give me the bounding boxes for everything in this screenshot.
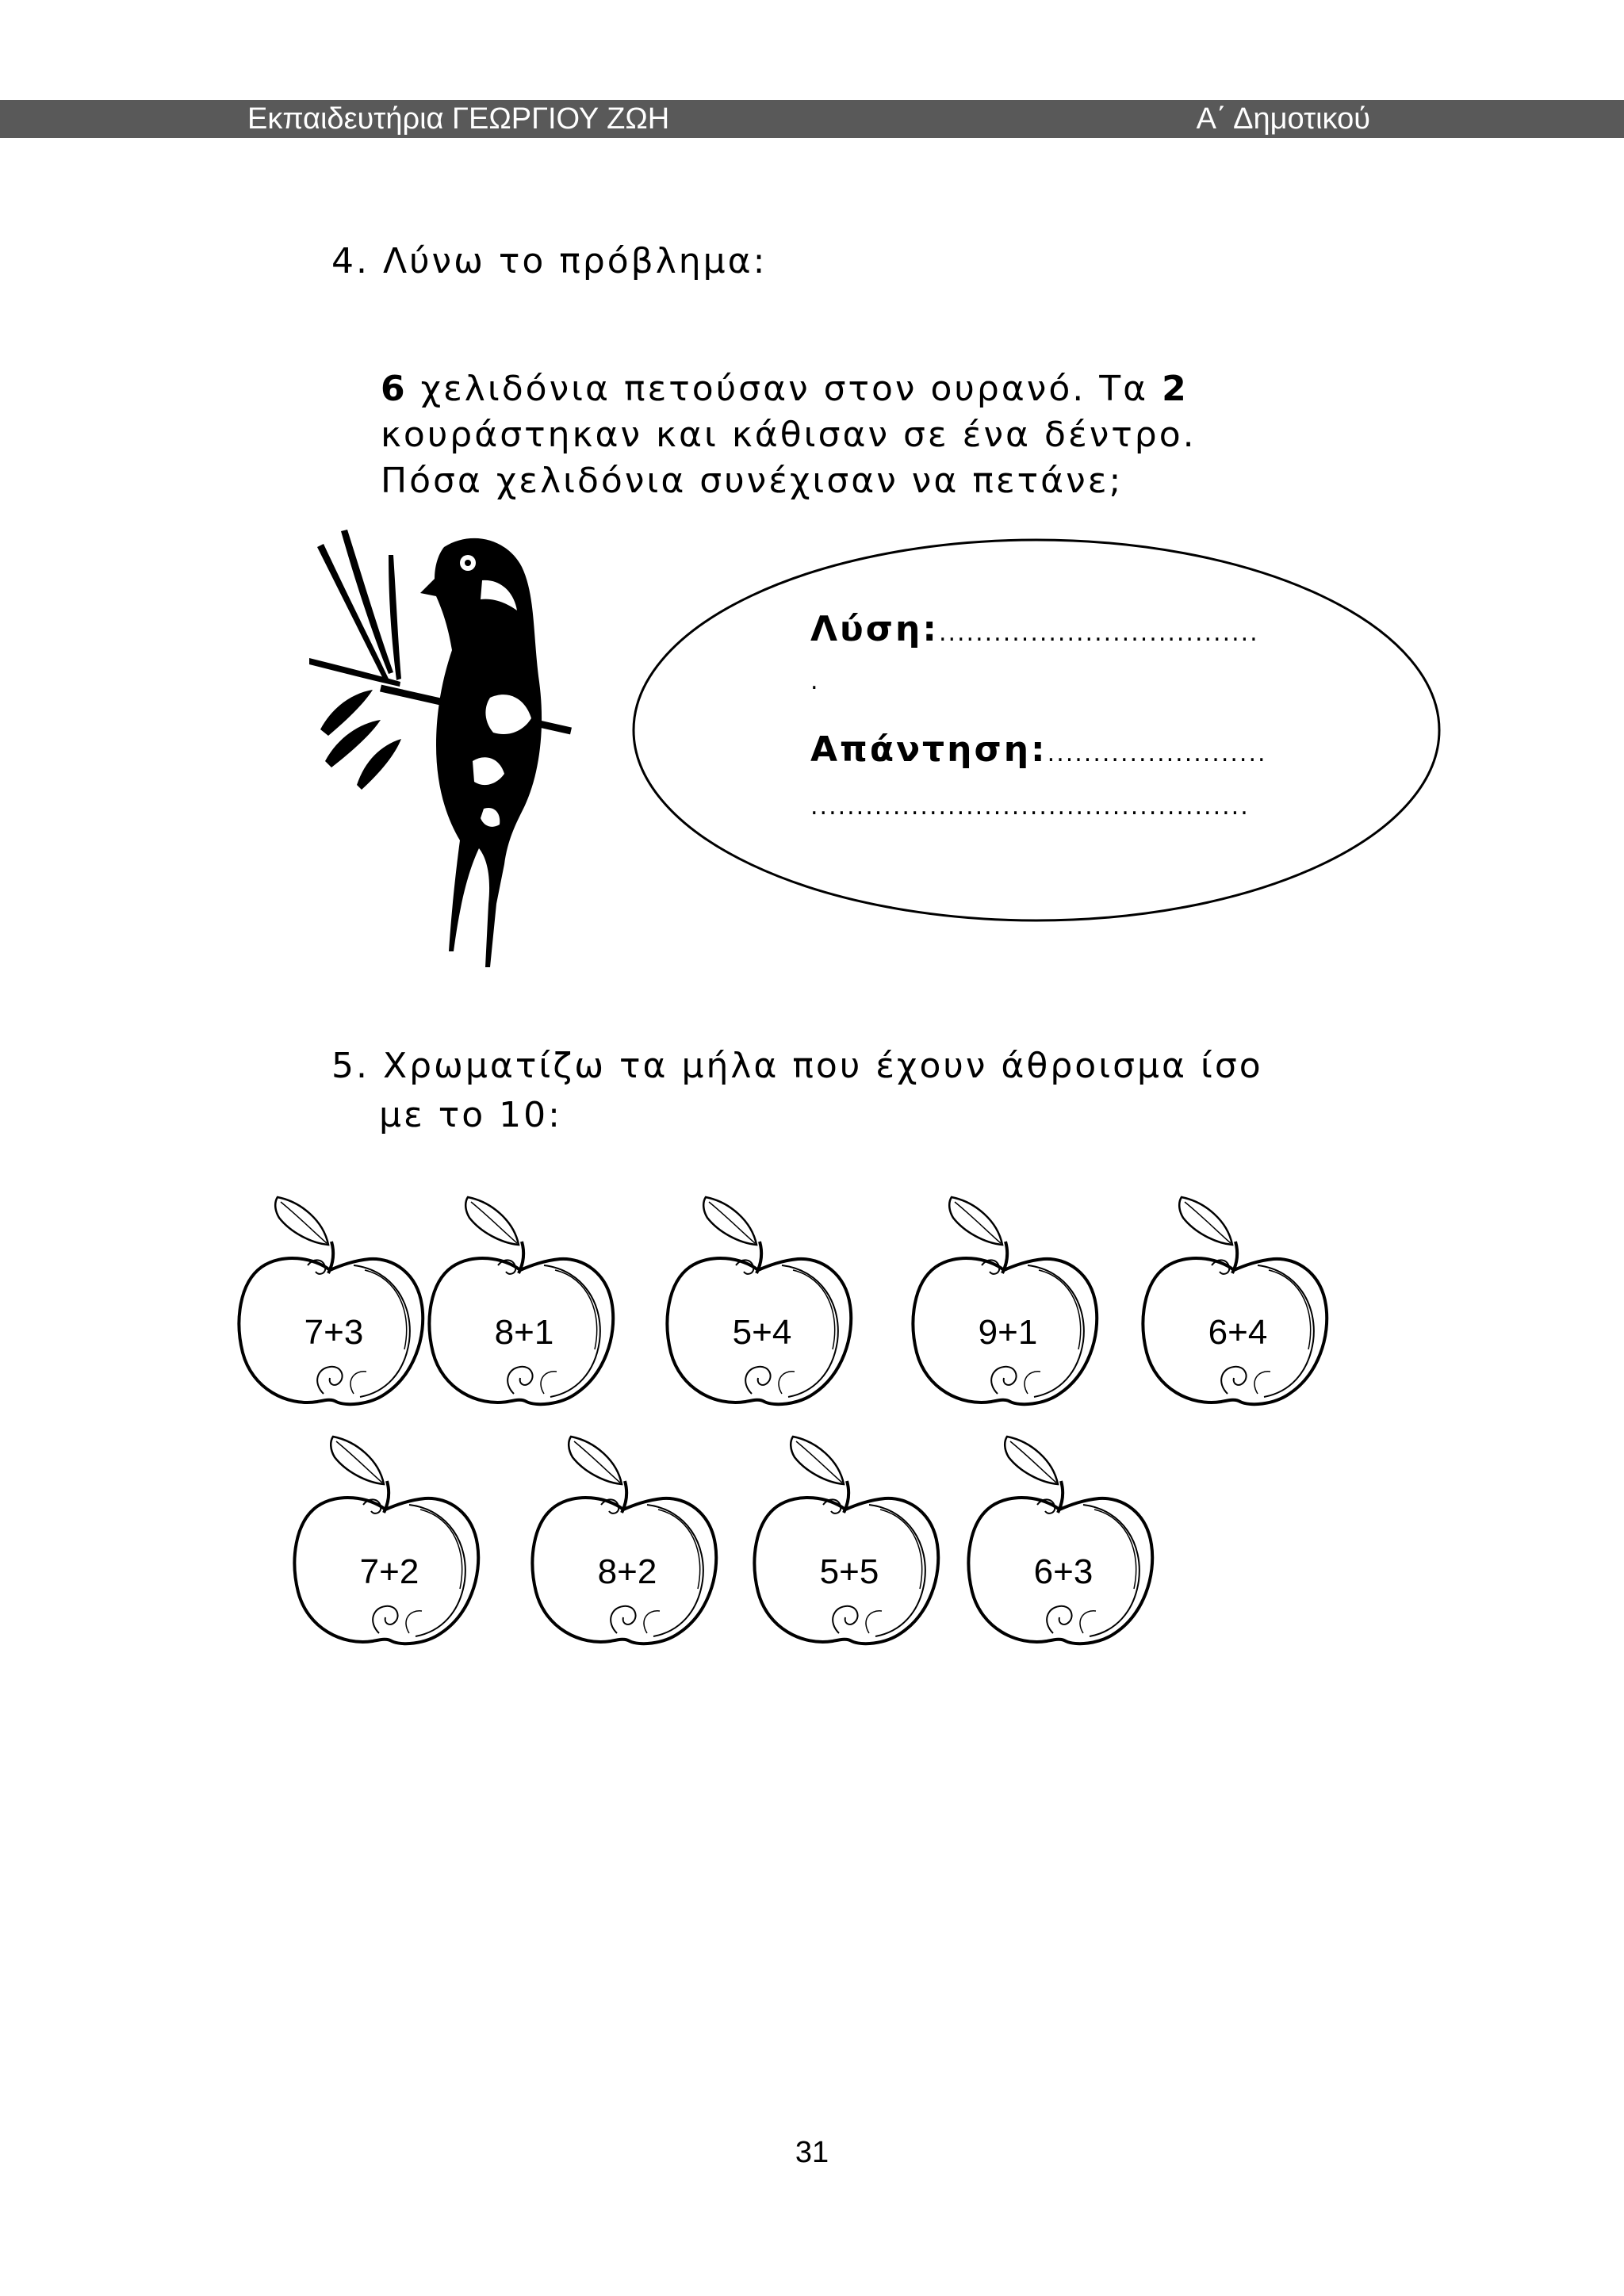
solution-row bbox=[810, 609, 1259, 649]
exercise-4-title: 4. Λύνω το πρόβλημα: bbox=[331, 241, 768, 281]
apple-item[interactable] bbox=[909, 1194, 1107, 1408]
problem-line-3: Πόσα χελιδόνια συνέχισαν να πετάνε; bbox=[381, 461, 1124, 501]
number-six: 6 bbox=[381, 369, 408, 409]
apple-icon bbox=[290, 1433, 488, 1647]
exercise-5-title bbox=[331, 1042, 1410, 1140]
solution-label: Λύση: bbox=[810, 609, 939, 649]
apple-icon bbox=[425, 1194, 623, 1408]
exercise-5-title-line-1: 5. Χρωματίζω τα μήλα που έχουν άθροισμα ίσο bbox=[331, 1046, 1263, 1086]
apple-expression: 5+5 bbox=[819, 1552, 879, 1591]
apple-expression: 6+4 bbox=[1208, 1313, 1268, 1352]
apple-icon bbox=[235, 1194, 433, 1408]
apple-expression: 8+2 bbox=[597, 1552, 657, 1591]
grade-label: Α΄ Δημοτικού bbox=[1196, 102, 1370, 136]
problem-line-1-text: χελιδόνια πετούσαν στον ουρανό. Τα bbox=[407, 369, 1162, 409]
apple-item[interactable] bbox=[425, 1194, 623, 1408]
stray-dot: . bbox=[810, 668, 818, 695]
apple-icon bbox=[964, 1433, 1162, 1647]
apple-item[interactable] bbox=[235, 1194, 433, 1408]
swallow-icon bbox=[309, 523, 579, 967]
problem-line-2: κουράστηκαν και κάθισαν σε ένα δέντρο. bbox=[381, 415, 1197, 455]
apple-icon bbox=[528, 1433, 726, 1647]
apple-item[interactable] bbox=[750, 1433, 948, 1647]
apple-item[interactable] bbox=[290, 1433, 488, 1647]
answer-box bbox=[630, 536, 1443, 924]
answer-label: Απάντηση: bbox=[810, 729, 1048, 770]
header-bar bbox=[0, 100, 1624, 138]
apple-expression: 5+4 bbox=[732, 1313, 792, 1352]
word-problem bbox=[381, 366, 1380, 504]
swallow-illustration bbox=[309, 523, 579, 967]
apple-icon bbox=[909, 1194, 1107, 1408]
apple-expression: 7+2 bbox=[359, 1552, 419, 1591]
number-two: 2 bbox=[1162, 369, 1189, 409]
apple-expression: 8+1 bbox=[494, 1313, 554, 1352]
exercise-5-title-line-2: με το 10: bbox=[379, 1095, 562, 1135]
answer-row bbox=[810, 729, 1267, 770]
apple-item[interactable] bbox=[528, 1433, 726, 1647]
apple-item[interactable] bbox=[1139, 1194, 1337, 1408]
apple-expression: 9+1 bbox=[978, 1313, 1038, 1352]
solution-blank[interactable]: ................................... bbox=[938, 619, 1259, 647]
apple-icon bbox=[750, 1433, 948, 1647]
answer-blank-line-2[interactable]: ................................................ bbox=[810, 793, 1250, 821]
apple-expression: 6+3 bbox=[1033, 1552, 1094, 1591]
apple-item[interactable] bbox=[663, 1194, 861, 1408]
apple-icon bbox=[1139, 1194, 1337, 1408]
answer-blank[interactable]: ........................ bbox=[1047, 740, 1267, 767]
page-number: 31 bbox=[795, 2136, 829, 2169]
apple-icon bbox=[663, 1194, 861, 1408]
apple-item[interactable] bbox=[964, 1433, 1162, 1647]
problem-line-1 bbox=[381, 366, 1380, 412]
school-name: Εκπαιδευτήρια ΓΕΩΡΓΙΟΥ ΖΩΗ bbox=[247, 102, 670, 136]
apple-expression: 7+3 bbox=[304, 1313, 364, 1352]
